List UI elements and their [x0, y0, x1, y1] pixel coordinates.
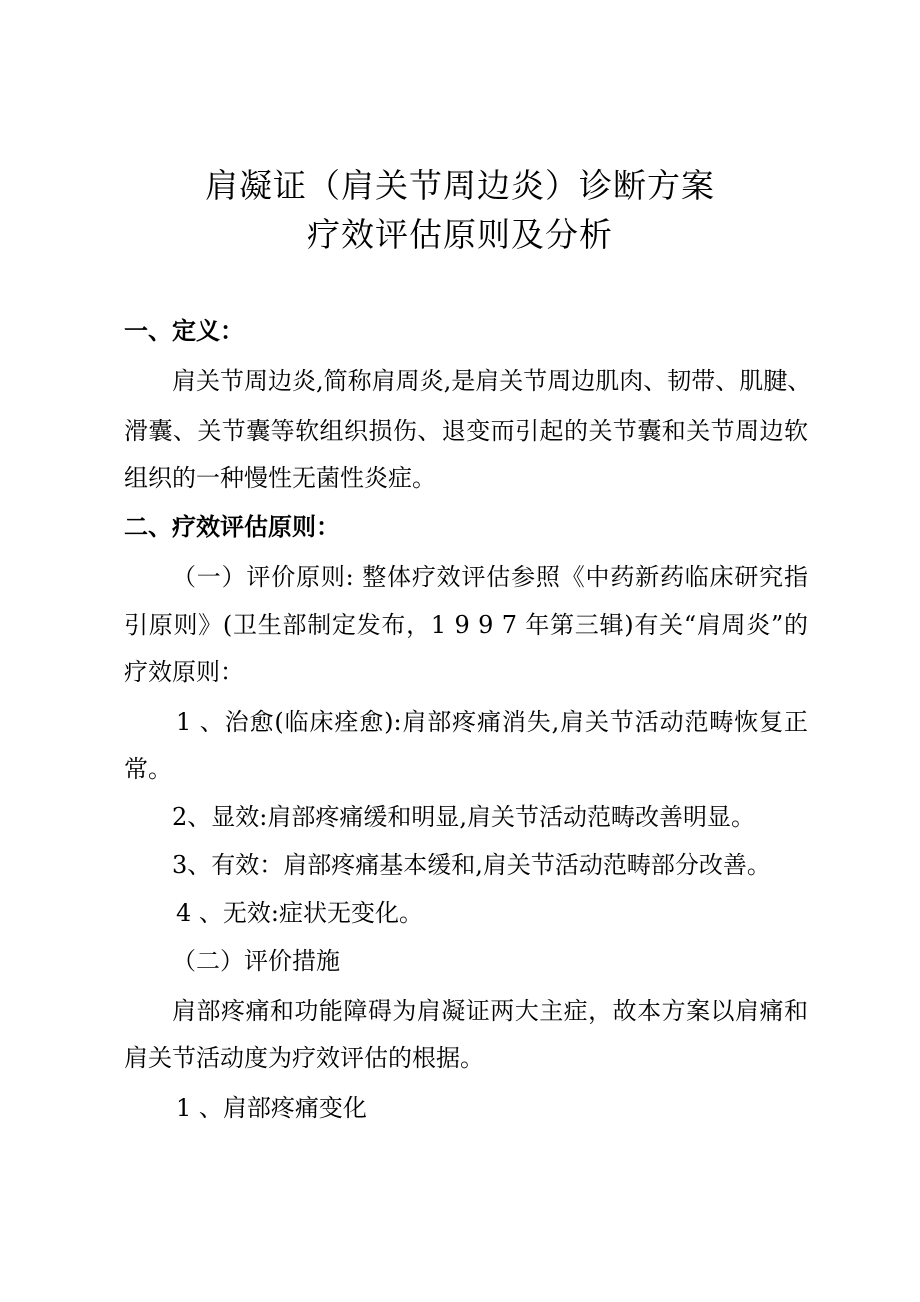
evaluation-principle-line-2: 引原则》(卫生部制定发布，1 9 9 7 年第三辑)有关“肩周炎”的	[124, 611, 808, 639]
principles-heading: 二、疗效评估原则：	[124, 512, 340, 541]
criteria-ineffective: 4 、无效:症状无变化。	[176, 899, 423, 927]
criteria-cured-line-2: 常。	[124, 755, 172, 783]
document-title-line-1: 肩凝证（肩关节周边炎）诊断方案	[205, 166, 715, 205]
definition-heading: 一、定义：	[124, 316, 244, 345]
definition-line-3: 组织的一种慢性无菌性炎症。	[124, 464, 436, 492]
definition-line-2: 滑囊、关节囊等软组织损伤、退变而引起的关节囊和关节周边软	[124, 417, 808, 445]
measures-line-2: 肩关节活动度为疗效评估的根据。	[124, 1044, 484, 1072]
evaluation-principle-line-1: （一）评价原则: 整体疗效评估参照《中药新药临床研究指	[172, 563, 808, 591]
measures-line-1: 肩部疼痛和功能障碍为肩凝证两大主症，故本方案以肩痛和	[172, 997, 808, 1025]
definition-line-1: 肩关节周边炎,简称肩周炎,是肩关节周边肌肉、韧带、肌腱、	[172, 367, 812, 395]
criteria-marked: 2、显效:肩部疼痛缓和明显,肩关节活动范畴改善明显。	[172, 803, 755, 831]
criteria-effective: 3、有效：肩部疼痛基本缓和,肩关节活动范畴部分改善。	[172, 851, 771, 879]
measures-heading: （二）评价措施	[172, 947, 340, 975]
document-title-line-2: 疗效评估原则及分析	[307, 215, 613, 254]
measures-item-1: 1 、肩部疼痛变化	[176, 1094, 367, 1122]
criteria-cured-line-1: 1 、治愈(临床痊愈):肩部疼痛消失,肩关节活动范畴恢复正	[176, 708, 808, 736]
evaluation-principle-line-3: 疗效原则：	[124, 658, 244, 686]
